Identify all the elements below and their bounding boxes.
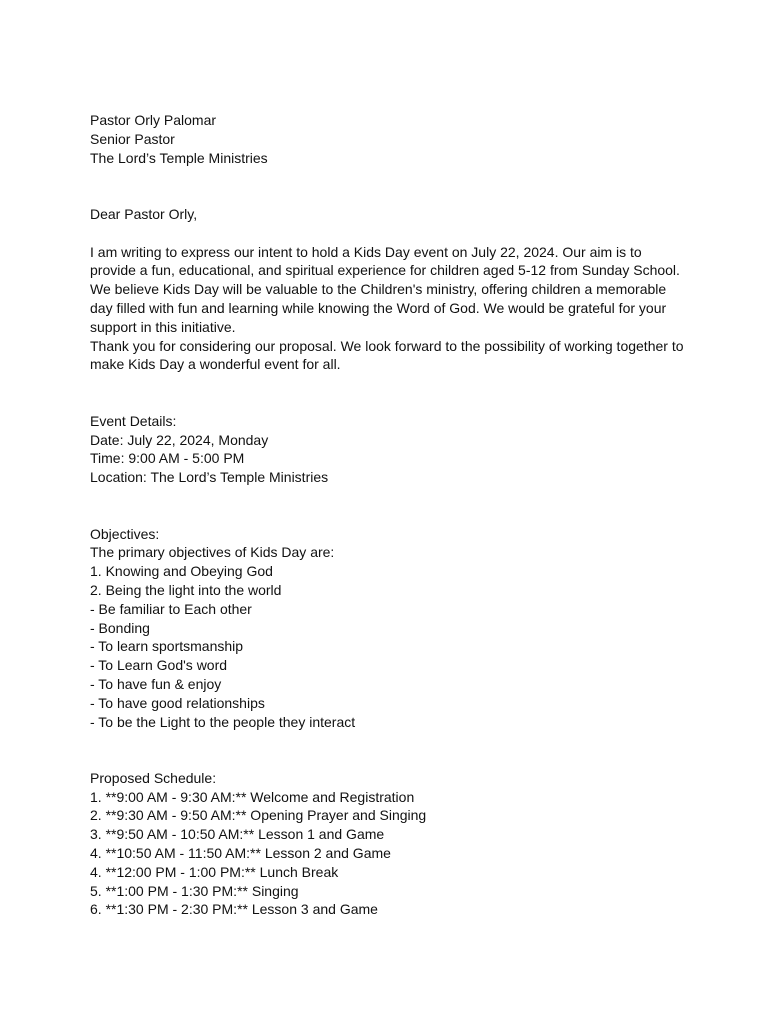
schedule-item: 3. **9:50 AM - 10:50 AM:** Lesson 1 and Game	[90, 826, 385, 843]
event-details-heading: Event Details:	[90, 412, 177, 429]
schedule-heading: Proposed Schedule:	[90, 769, 217, 786]
objectives-heading: Objectives:	[90, 525, 160, 542]
schedule-item: 4. **10:50 AM - 11:50 AM:** Lesson 2 and Game	[90, 845, 391, 862]
event-time: Time: 9:00 AM - 5:00 PM	[90, 450, 245, 467]
paragraph-line: I am writing to express our intent to hold a Kids Day event on July 22, 2024. Our aim is to	[90, 243, 642, 260]
objective-item: - To have good relationships	[90, 694, 265, 711]
paragraph-line: make Kids Day a wonderful event for all.	[90, 356, 341, 373]
paragraph-line: provide a fun, educational, and spiritual experience for children aged 5-12 from Sunday School.	[90, 262, 680, 279]
schedule-section	[90, 769, 690, 919]
objective-item: 1. Knowing and Obeying God	[90, 563, 273, 580]
objective-item: - Be familiar to Each other	[90, 600, 252, 617]
objectives-intro: The primary objectives of Kids Day are:	[90, 544, 335, 561]
spacer	[90, 731, 690, 769]
objective-item: - To learn sportsmanship	[90, 638, 244, 655]
schedule-item: 5. **1:00 PM - 1:30 PM:** Singing	[90, 882, 299, 899]
salutation: Dear Pastor Orly,	[90, 205, 198, 222]
paragraph-line: We believe Kids Day will be valuable to the Children's ministry, offering children a memorable	[90, 281, 667, 298]
letter-page	[90, 111, 690, 919]
paragraph-line: Thank you for considering our proposal. We look forward to the possibility of working together to	[90, 337, 684, 354]
event-location: Location: The Lord’s Temple Ministries	[90, 469, 329, 486]
objectives-section	[90, 525, 690, 732]
spacer	[90, 224, 690, 243]
spacer	[90, 487, 690, 525]
schedule-item: 2. **9:30 AM - 9:50 AM:** Opening Prayer and Singing	[90, 807, 427, 824]
spacer	[90, 167, 690, 205]
objective-item: - Bonding	[90, 619, 150, 636]
recipient-organization: The Lord’s Temple Ministries	[90, 149, 268, 166]
paragraph-line: day filled with fun and learning while knowing the Word of God. We would be grateful for your	[90, 299, 667, 316]
event-date: Date: July 22, 2024, Monday	[90, 431, 269, 448]
schedule-item: 4. **12:00 PM - 1:00 PM:** Lunch Break	[90, 863, 339, 880]
recipient-title: Senior Pastor	[90, 130, 175, 147]
spacer	[90, 374, 690, 412]
schedule-item: 6. **1:30 PM - 2:30 PM:** Lesson 3 and Game	[90, 901, 378, 918]
event-details-section	[90, 412, 690, 487]
schedule-item: 1. **9:00 AM - 9:30 AM:** Welcome and Registration	[90, 788, 415, 805]
objective-item: - To be the Light to the people they interact	[90, 713, 356, 730]
recipient-block	[90, 111, 690, 167]
paragraph-line: support in this initiative.	[90, 318, 236, 335]
objective-item: - To have fun & enjoy	[90, 675, 222, 692]
body-paragraph	[90, 243, 690, 375]
recipient-name: Pastor Orly Palomar	[90, 112, 217, 128]
objective-item: 2. Being the light into the world	[90, 581, 282, 598]
objective-item: - To Learn God's word	[90, 657, 228, 674]
